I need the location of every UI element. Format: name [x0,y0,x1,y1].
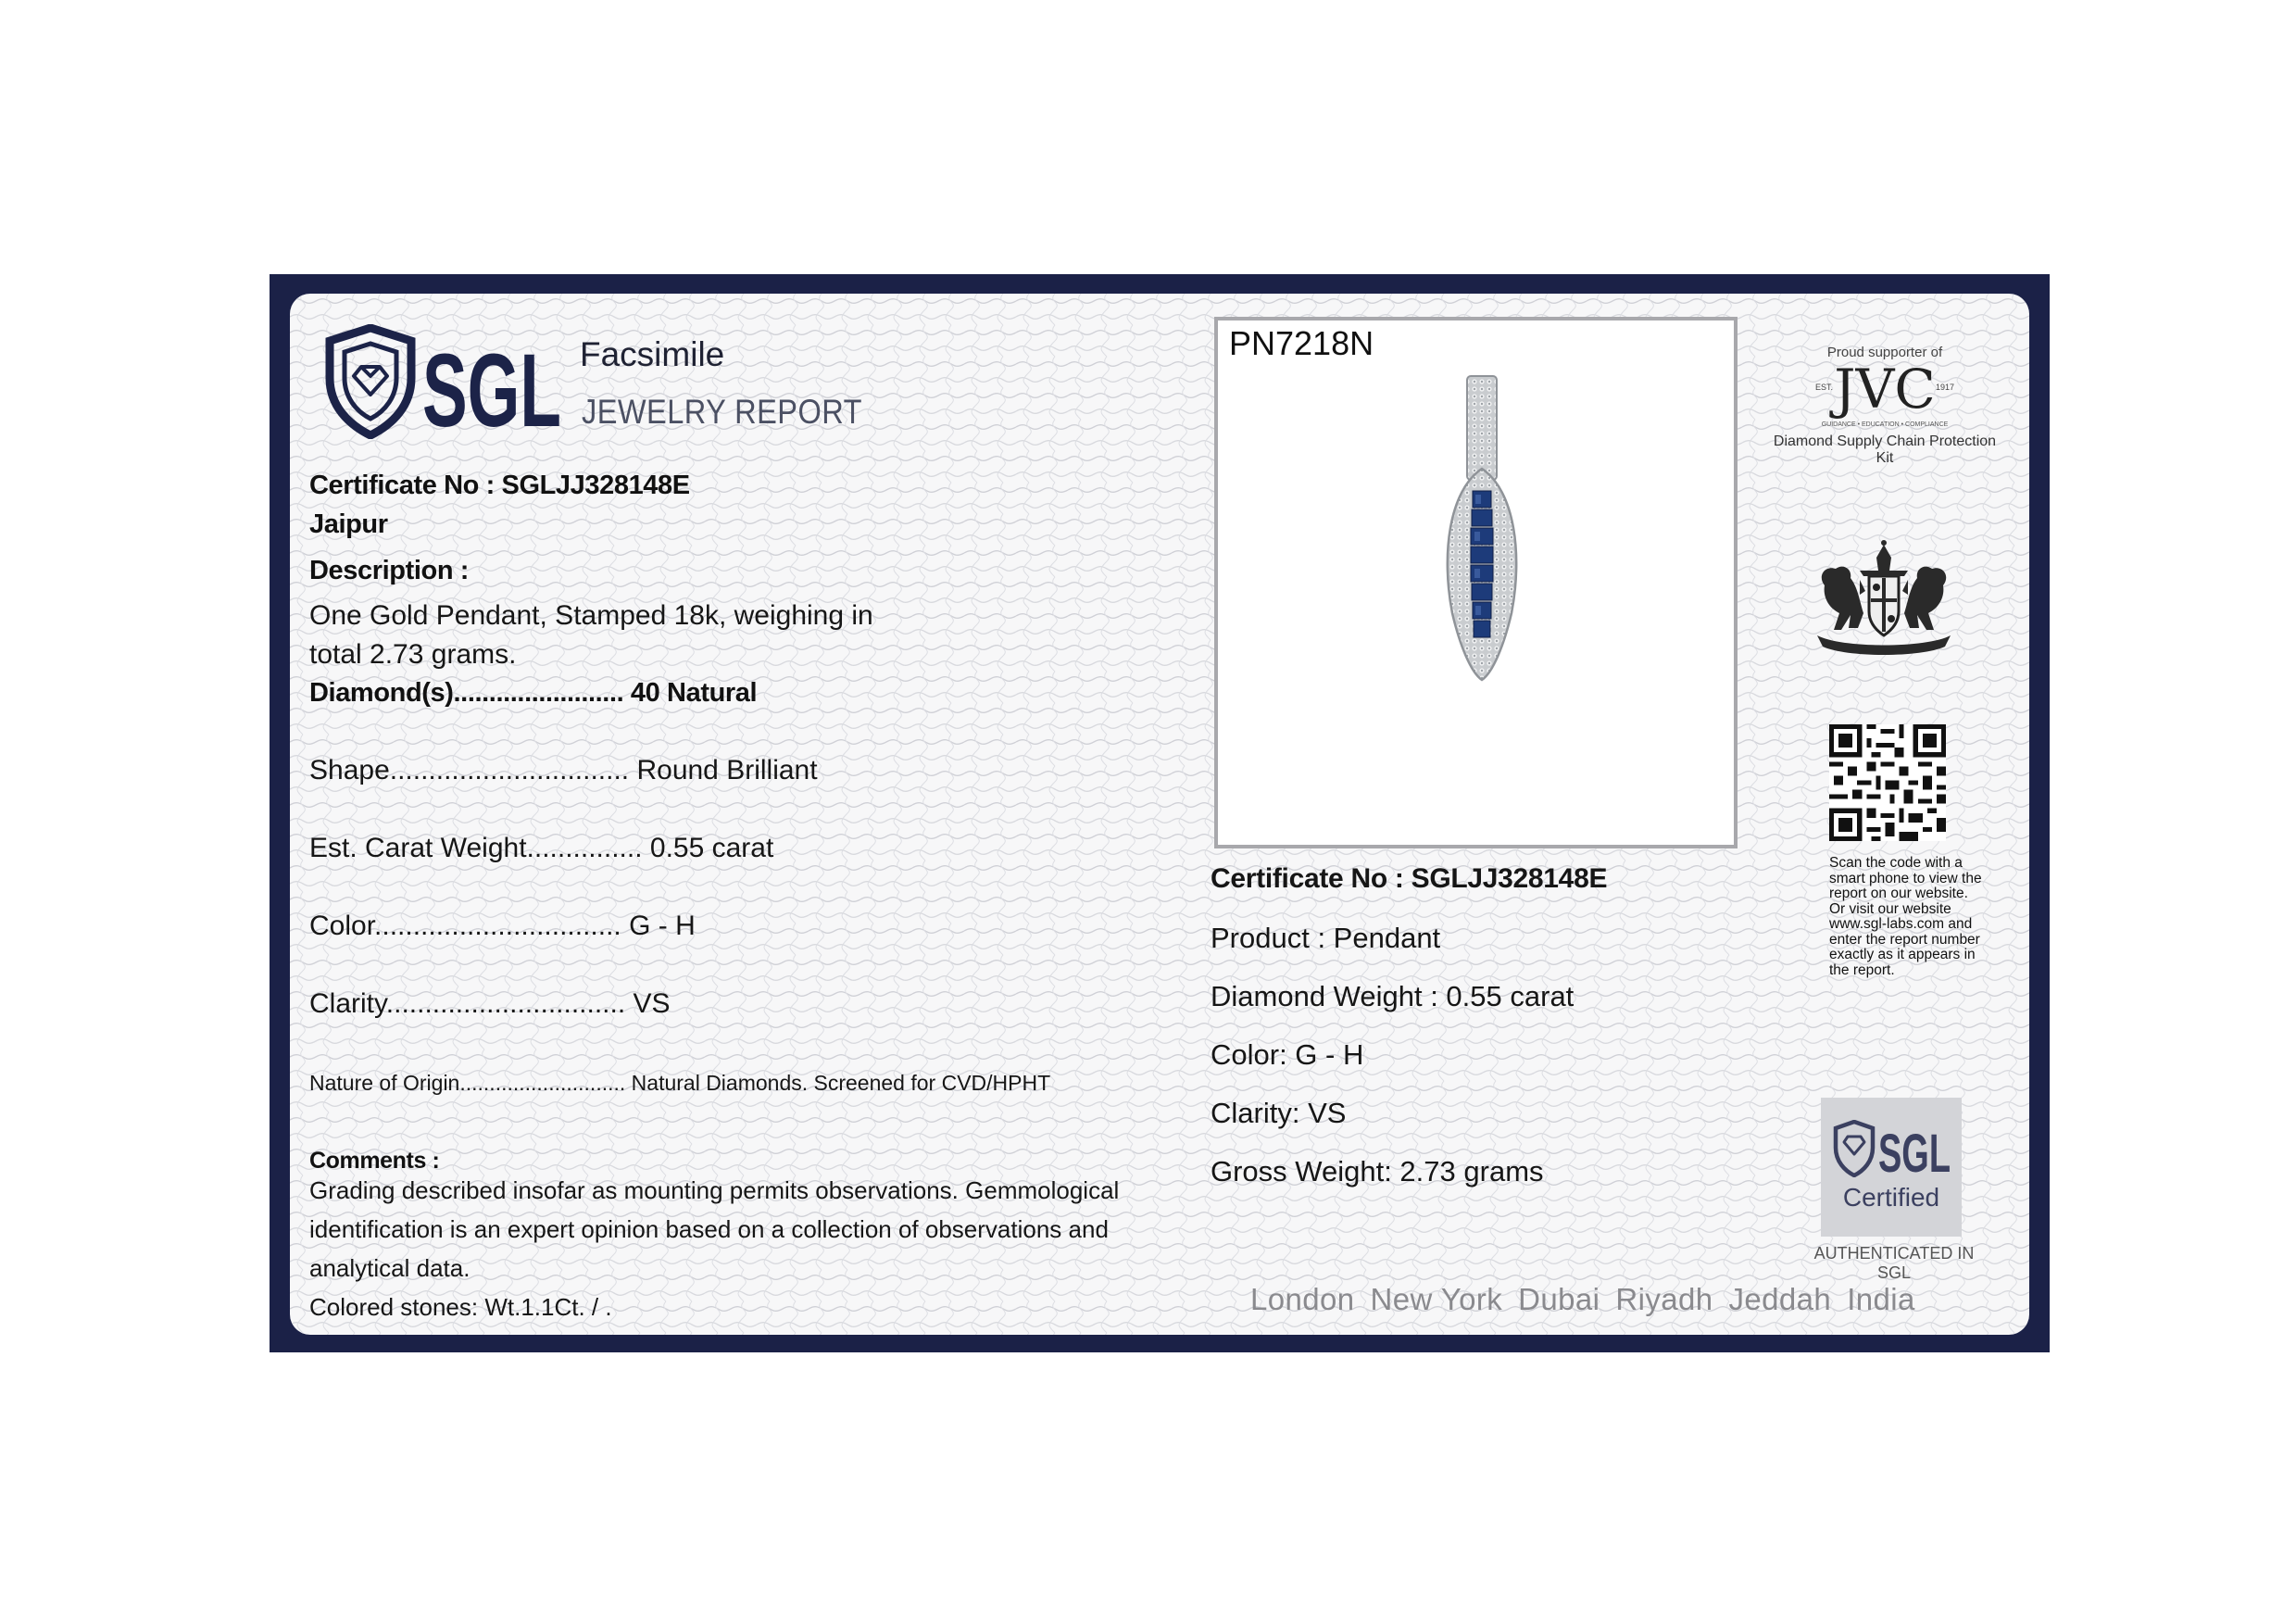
authenticated-text: AUTHENTICATED IN SGL [1813,1244,1975,1282]
jvc-logo: JVC [1834,358,1936,421]
color-row: Color................................ G - H [309,911,696,941]
svg-text:SGL: SGL [1878,1124,1951,1177]
facsimile-label: Facsimile [580,335,725,373]
city-jeddah: Jeddah [1728,1282,1832,1316]
right-product: Product : Pendant [1211,922,1441,954]
jvc-proud-text: Proud supporter of [1826,345,1943,360]
jvc-badge [1769,345,2001,465]
description-line-2: total 2.73 grams. [309,639,517,670]
cities-list [1250,1282,1931,1317]
comments-line-1: Grading described insofar as mounting permits observations. Gemmological [309,1176,1120,1204]
qr-code[interactable] [1829,724,1946,841]
jvc-est: EST. [1815,383,1834,392]
sgl-certified-badge [1821,1098,1962,1237]
jvc-tagline: GUIDANCE • EDUCATION • COMPLIANCE [1821,421,1949,428]
comments-line-2: identification is an expert opinion based on a collection of observations and [309,1215,1109,1243]
city: Jaipur [309,509,388,539]
jvc-subtitle: Diamond Supply Chain Protection Kit [1773,434,1997,466]
comments-line-3: analytical data. [309,1254,470,1282]
city-new-york: New York [1370,1282,1503,1316]
coat-of-arms-icon [1804,539,1964,661]
city-riyadh: Riyadh [1615,1282,1713,1316]
sgl-certified-logo [1832,1120,1952,1177]
diamonds-row: Diamond(s)........................ 40 Natural [309,678,758,708]
right-clarity: Clarity: VS [1211,1097,1347,1129]
product-code: PN7218N [1229,324,1374,362]
scan-instructions: Scan the code with a smart phone to view the report on our website. Or visit our website www.sgl-labs.com and enter the report number exactly as it appears in the report. [1829,855,1982,978]
shape-row: Shape............................... Round Brilliant [309,755,818,785]
description-line-1: One Gold Pendant, Stamped 18k, weighing in [309,600,873,631]
certified-word: Certified [1842,1183,1940,1212]
sgl-logo [322,324,563,439]
svg-text:SGL: SGL [422,333,561,439]
pendant-image [1426,371,1537,685]
certificate-number: Certificate No : SGLJJ328148E [309,471,690,500]
right-diamond-weight: Diamond Weight : 0.55 carat [1211,980,1575,1012]
description-label: Description : [309,556,470,585]
city-india: India [1847,1282,1915,1316]
carat-row: Est. Carat Weight............... 0.55 carat [309,833,774,863]
jvc-year: 1917 [1935,383,1954,392]
report-type: JEWELRY REPORT [582,393,862,431]
city-london: London [1250,1282,1355,1316]
right-color: Color: G - H [1211,1038,1364,1071]
origin-row: Nature of Origin............................ Natural Diamonds. Screened for CVD/HPHT [309,1071,1051,1095]
right-gross-weight: Gross Weight: 2.73 grams [1211,1155,1544,1187]
clarity-row: Clarity............................... VS [309,988,671,1019]
city-dubai: Dubai [1518,1282,1600,1316]
comments-line-4: Colored stones: Wt.1.1Ct. / . [309,1293,612,1321]
comments-label: Comments : [309,1148,440,1174]
right-certificate-number: Certificate No : SGLJJ328148E [1211,863,1608,894]
